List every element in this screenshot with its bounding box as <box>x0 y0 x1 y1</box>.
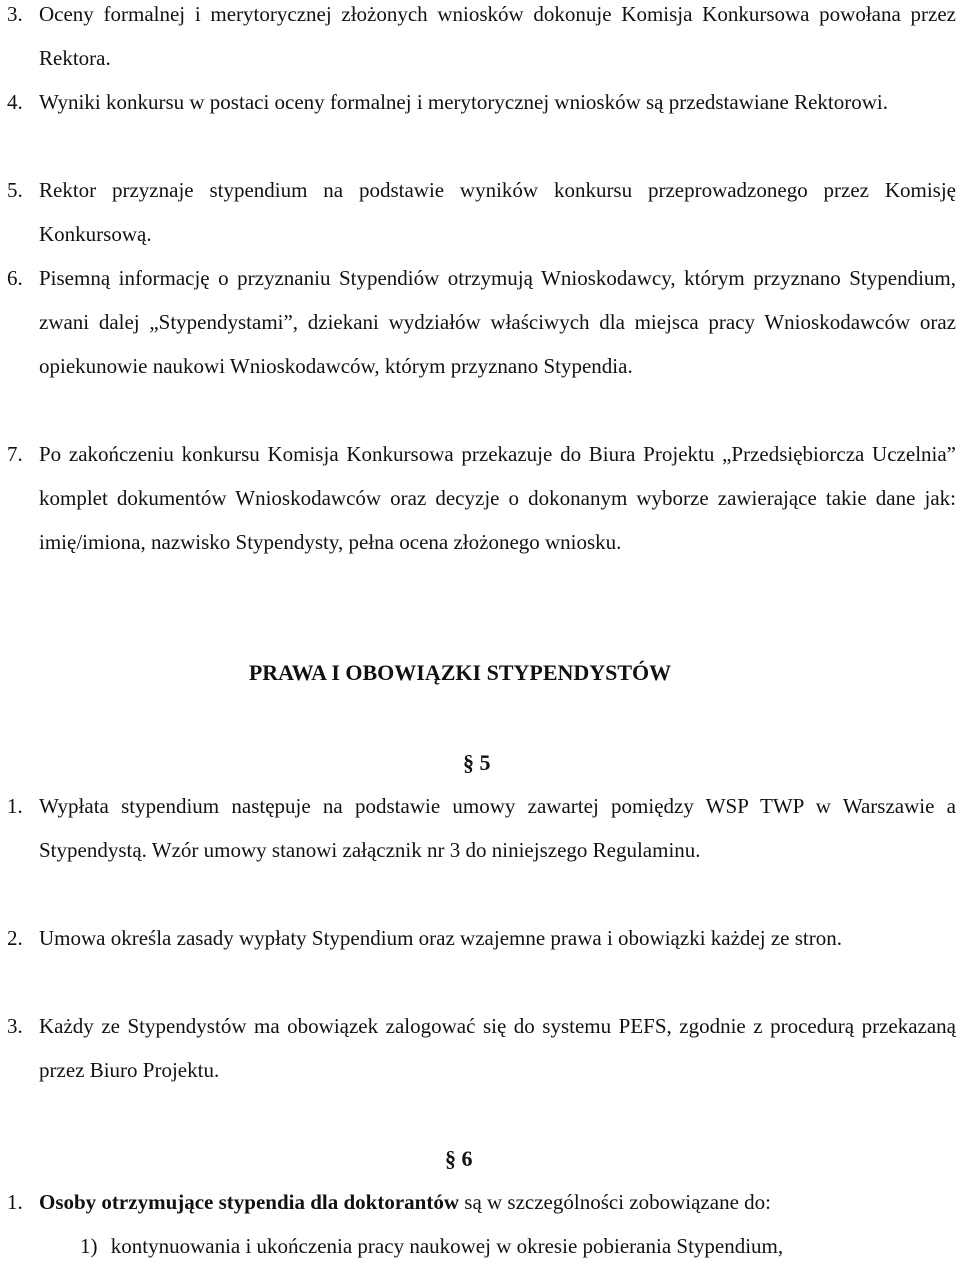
item-text: Wyniki konkursu w postaci oceny formalnej i merytorycznej wniosków są przedstawiane Rektorowi. <box>39 90 889 114</box>
item-text <box>39 1180 956 1224</box>
list-item <box>0 784 960 872</box>
subitem-number: 1) <box>80 1234 98 1258</box>
sub-list-item <box>80 1224 783 1268</box>
item-rest-text: są w szczególności zobowiązane do: <box>459 1190 771 1214</box>
item-number: 2. <box>7 926 23 950</box>
item-number: 7. <box>7 442 23 466</box>
list-item <box>0 80 960 124</box>
list-item <box>0 168 960 256</box>
item-text: Każdy ze Stypendystów ma obowiązek zalogować się do systemu PEFS, zgodnie z procedurą przekazaną przez Biuro Projektu. <box>39 1014 956 1082</box>
item-text: Rektor przyznaje stypendium na podstawie wyników konkursu przeprowadzonego przez Komisję Konkursową. <box>39 178 956 246</box>
item-number: 1. <box>7 1190 23 1214</box>
item-bold-text: Osoby otrzymujące stypendia dla doktorantów <box>39 1190 460 1214</box>
item-number: 6. <box>7 266 23 290</box>
item-text: Pisemną informację o przyznaniu Stypendiów otrzymują Wnioskodawcy, którym przyznano Stypendium, zwani dalej „Stypendystami”, dziekani wydziałów właściwych dla miejsca pracy Wnioskodawców oraz opiekunowie naukowi Wnioskodawców, którym przyznano Stypendia. <box>39 266 956 378</box>
section-6-mark: § 6 <box>445 1146 473 1171</box>
list-item <box>0 0 960 80</box>
item-number: 3. <box>7 1014 23 1038</box>
list-item <box>0 1180 960 1224</box>
item-number: 4. <box>7 90 23 114</box>
section-5-mark: § 5 <box>463 750 491 775</box>
list-item <box>0 432 960 564</box>
section-heading: PRAWA I OBOWIĄZKI STYPENDYSTÓW <box>248 660 672 685</box>
list-item <box>0 916 960 960</box>
subitem-text: kontynuowania i ukończenia pracy naukowej w okresie pobierania Stypendium, <box>110 1234 784 1258</box>
list-item <box>0 1004 960 1092</box>
item-text: Wypłata stypendium następuje na podstawie umowy zawartej pomiędzy WSP TWP w Warszawie a Stypendystą. Wzór umowy stanowi załącznik nr 3 do niniejszego Regulaminu. <box>39 794 956 862</box>
item-text: Po zakończeniu konkursu Komisja Konkursowa przekazuje do Biura Projektu „Przedsiębiorcza Uczelnia” komplet dokumentów Wnioskodawców oraz decyzje o dokonanym wyborze zawierające takie dane jak: imię/imiona, nazwisko Stypendysty, pełna ocena złożonego wniosku. <box>39 442 956 554</box>
item-number: 1. <box>7 794 23 818</box>
item-text: Umowa określa zasady wypłaty Stypendium oraz wzajemne prawa i obowiązki każdej ze stron. <box>39 926 842 950</box>
item-number: 3. <box>7 2 23 26</box>
item-text: Oceny formalnej i merytorycznej złożonych wniosków dokonuje Komisja Konkursowa powołana przez Rektora. <box>39 2 956 70</box>
item-number: 5. <box>7 178 23 202</box>
list-item <box>0 256 960 388</box>
